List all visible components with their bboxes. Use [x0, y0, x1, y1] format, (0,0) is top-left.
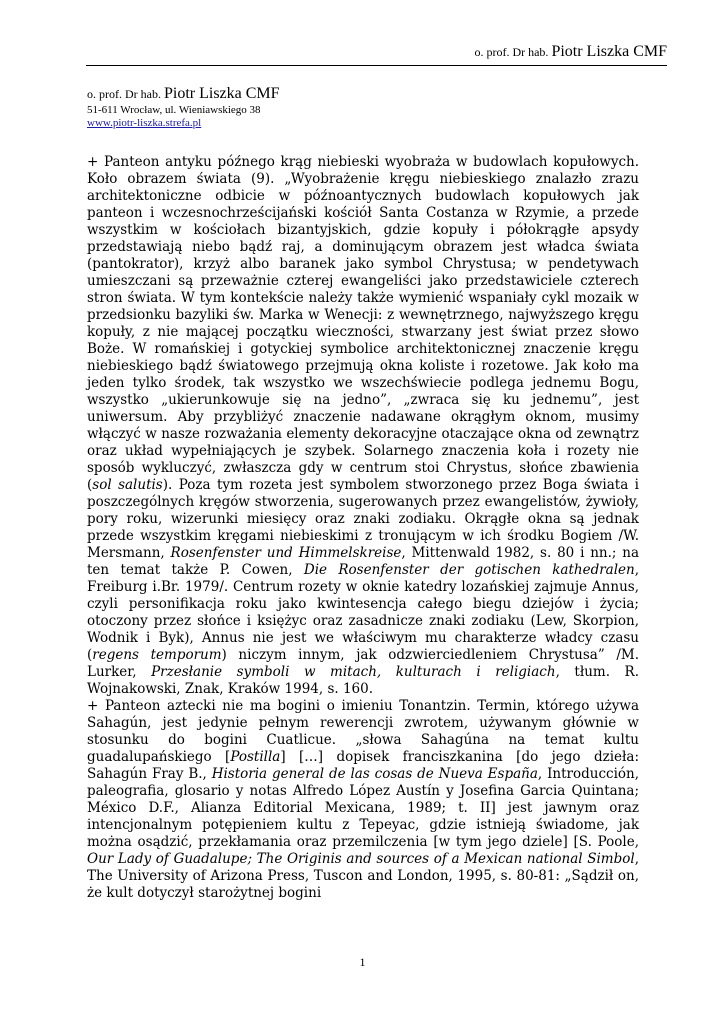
running-header-prefix: o. prof. Dr hab.: [474, 45, 549, 59]
page-number: 1: [359, 955, 366, 969]
website-link[interactable]: www.piotr-liszka.strefa.pl: [87, 117, 202, 130]
italic-text: Przesłanie symboli w mitach, kulturach i religiach: [151, 664, 556, 680]
letterhead-prefix: o. prof. Dr hab.: [87, 87, 161, 101]
paragraph: [87, 698, 639, 902]
italic-text: regens temporum: [92, 647, 222, 663]
letterhead-address: 51-611 Wrocław, ul. Wieniawskiego 38: [87, 104, 261, 117]
italic-text: Our Lady of Guadalupe; The Originis and sources of a Mexican national Simbol: [87, 851, 635, 867]
italic-text: Die Rosenfenster der gotischen kathedralen: [303, 562, 635, 578]
paragraph: [87, 154, 639, 698]
text-run: , The University of Arizona Press, Tuscon and London, 1995, s. 80-81: „Sądził on, że kult dotyczył starożytnej bogini: [87, 851, 639, 901]
text-run: ] […] dopisek franciszkanina [do jego dzieła: Sahagún Fray B.,: [87, 749, 639, 782]
text-run: , Introducción, paleografia, glosario y notas Alfredo López Austín y Josefina Garcia Quintana; México D.F., Alianza Editorial Mexicana, 1989; t. II] jest jawnym oraz intencjonalnym potępieniem kultu z Tepeyac, gdzie istnieją świadome, jak można osądzić, przekłamania oraz przemilczenia [w tym jego dziele] [S. Poole,: [87, 766, 639, 850]
text-run: , Mittenwald 1982, s. 80 i nn.; na ten temat także P. Cowen,: [87, 545, 640, 578]
letterhead-name-line: [87, 84, 280, 103]
running-header-name: Piotr Liszka CMF: [551, 43, 667, 60]
header-rule: [86, 65, 667, 66]
running-header: [474, 43, 667, 61]
italic-text: Historia general de las cosas de Nueva España: [211, 766, 538, 782]
text-run: + Panteon aztecki nie ma bogini o imieniu Tonantzin. Termin, którego używa Sahagún, jest jedynie pełnym rewerencji zwrotem, używanym głównie w stosunku do bogini Cuatlicue. „słowa Sahagúna na temat kultu guadalupańskiego [: [87, 698, 639, 765]
body-text: [87, 154, 639, 902]
italic-text: Rosenfenster und Himmelskreise: [170, 545, 402, 561]
text-run: + Panteon antyku późnego krąg niebieski wyobraża w budowlach kopułowych. Koło obrazem świata (9). „Wyobrażenie kręgu niebieskiego znalazło zrazu architektoniczne odbicie w późnoantycznych budowlach kopułowych jak panteon i wczesnochrześcijański kościół Santa Costanza w Rzymie, a przede wszystkim w kościołach bizantyjskich, gdzie kopuły i półokrągłe apsydy przedstawiają niebo bądź raj, a dominującym obrazem jest władca świata (pantokrator), krzyż albo baranek jako symbol Chrystusa; w pendetywach umieszczani są przeważnie czterej ewangeliści jako przedstawiciele czterech stron świata. W tym kontekście należy także wymienić wspaniały cykl mozaik w przedsionku bazyliki św. Marka w Wenecji: z wewnętrznego, najwyższego kręgu kopuły, z nie mającej początku wieczności, stwarzany jest świat przez słowo Boże. W romańskiej i gotyckiej symbolice architektonicznej znaczenie kręgu niebieskiego bądź światowego przejmują okna koliste i rozetowe. Jak koło ma jeden tylko środek, tak wszystko we wszechświecie podlega jednemu Bogu, wszystko „ukierunkowuje się na jedno”, „zwraca się ku jednemu”, jest uniwersum. Aby przybliżyć znaczenie nadawane okrągłym oknom, musimy włączyć w nasze rozważania elementy dekoracyjne otaczające okna od zewnątrz oraz układ wypełniających je szybek. Solarnego znaczenia koła i rozety nie sposób wykluczyć, zwłaszcza gdy w centrum stoi Chrystus, słońce zbawienia (: [87, 154, 639, 493]
text-run: ) niczym innym, jak odzwierciedleniem Chrystusa” /M. Lurker,: [87, 647, 640, 680]
letterhead-name: Piotr Liszka CMF: [163, 85, 280, 102]
italic-text: sol salutis: [92, 477, 163, 493]
italic-text: Postilla: [230, 749, 281, 765]
text-run: , Freiburg i.Br. 1979/. Centrum rozety w oknie katedry lozańskiej zajmuje Annus, czyli personifikacja roku jako kwintesencja całego biegu dziejów i życia; otoczony przez słońce i księżyc oraz zasadnicze znaki zodiaku (Lew, Skorpion, Wodnik i Byk), Annus nie jest we właściwym mu charakterze władcy czasu (: [87, 562, 640, 663]
text-run: , tłum. R. Wojnakowski, Znak, Kraków 1994, s. 160.: [87, 664, 639, 697]
text-run: ). Poza tym rozeta jest symbolem stworzonego przez Boga świata i poszczególnych kręgów stworzenia, sugerowanych przez ewangelistów, żywioły, pory roku, wizerunki miesięcy oraz znaki zodiaku. Okrągłe okna są jednak przede wszystkim kręgami niebieskimi z tronującym w ich środku Bogiem /W. Mersmann,: [87, 477, 639, 561]
letterhead: [87, 84, 280, 131]
